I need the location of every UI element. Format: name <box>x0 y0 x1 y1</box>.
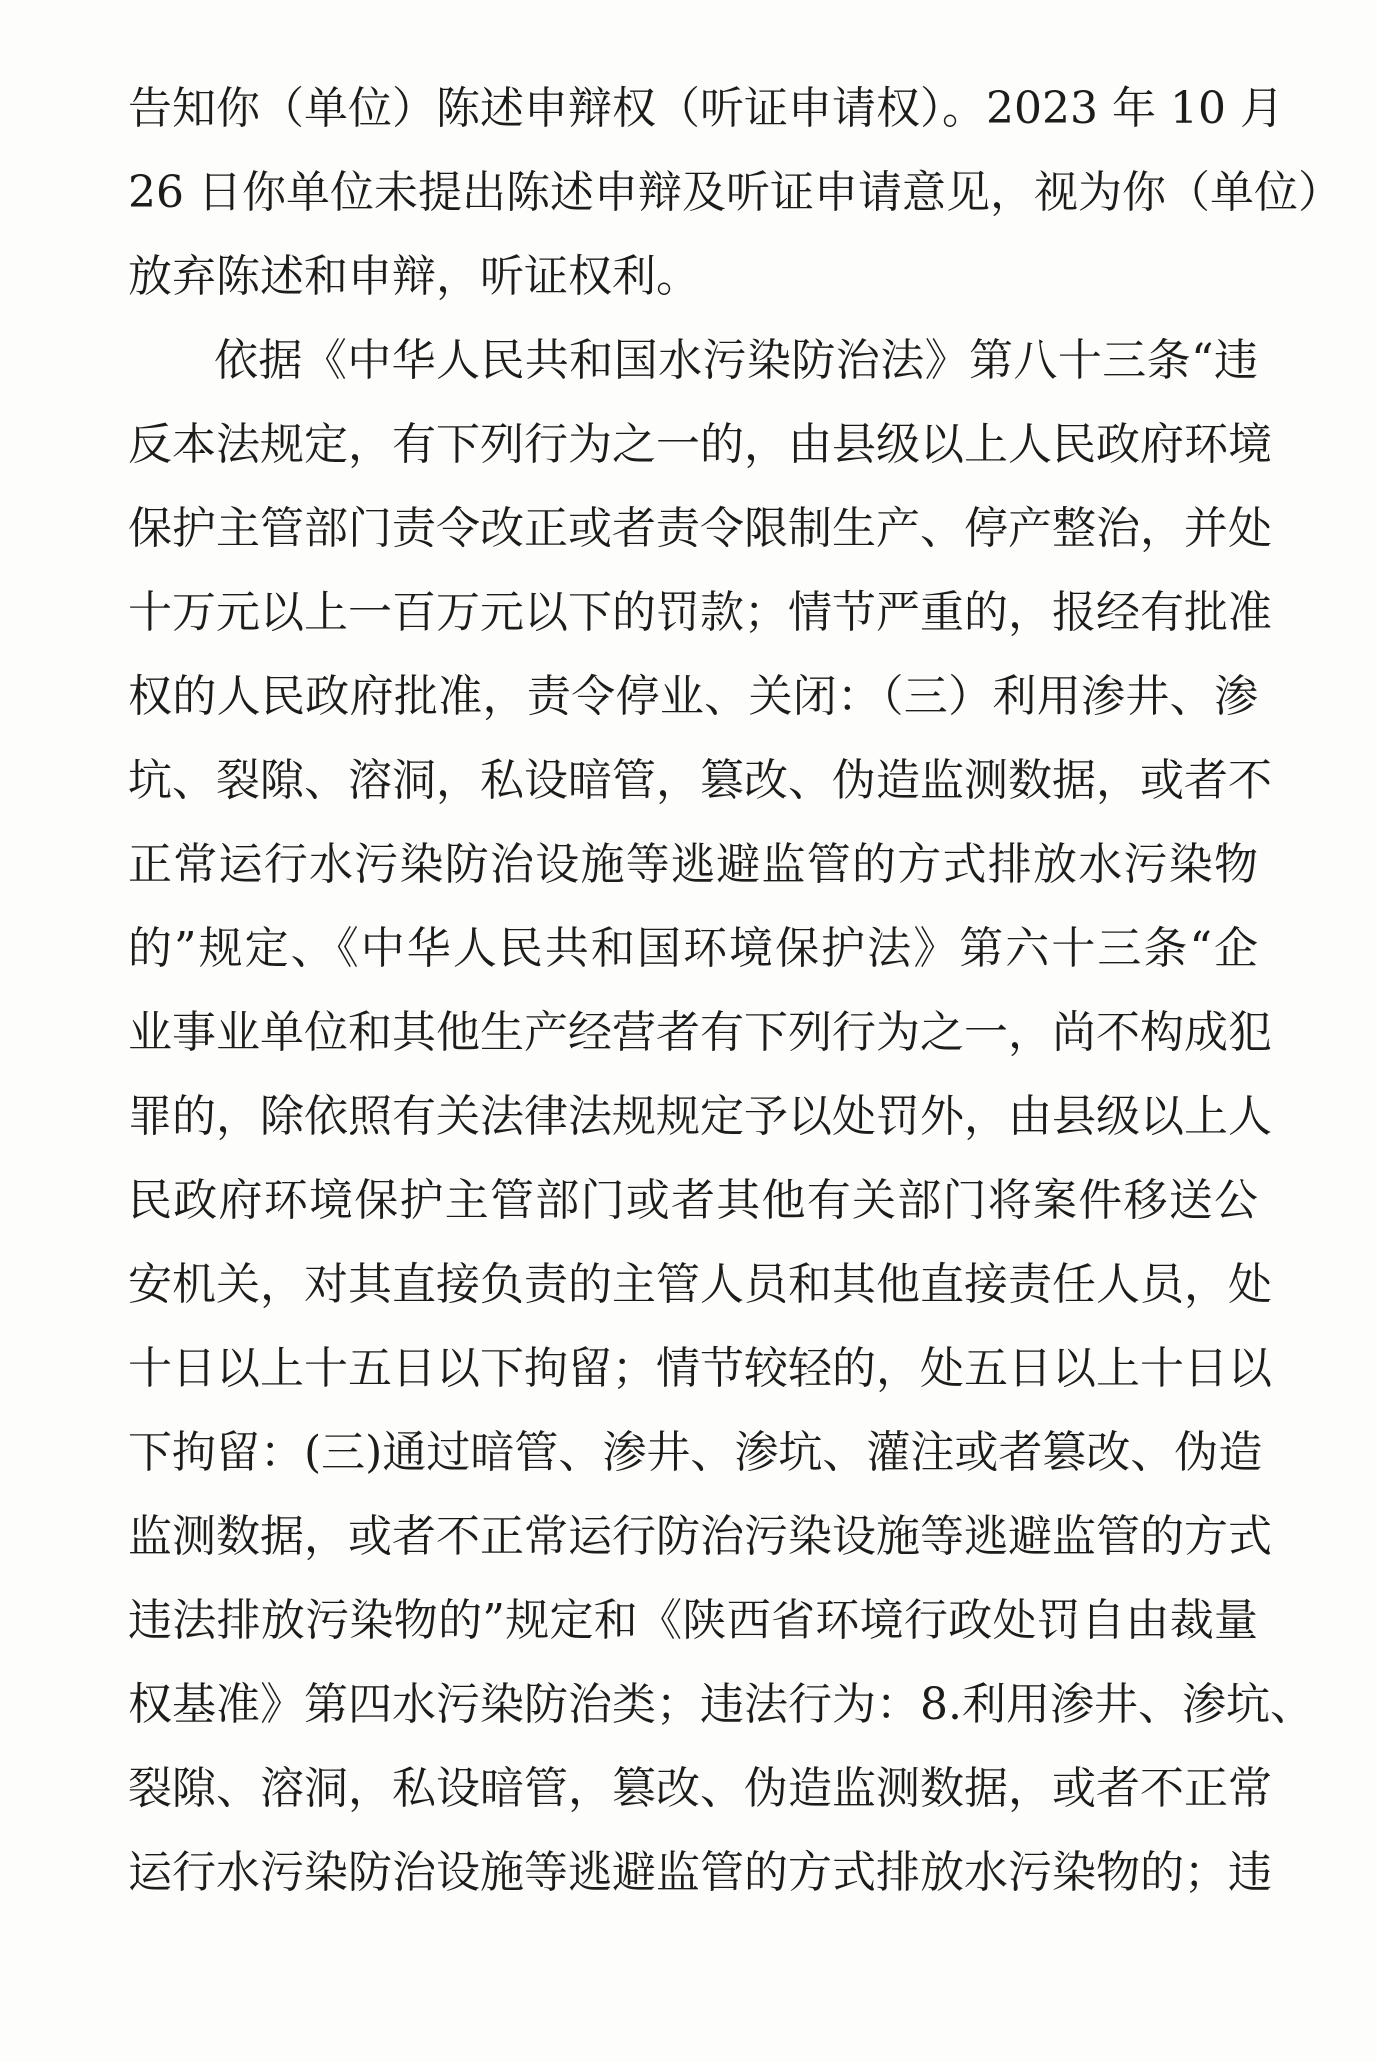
text-line-9: 坑、裂隙、溶洞，私设暗管，篡改、伪造监测数据，或者不 <box>128 755 1272 806</box>
text-line-21: 裂隙、溶洞，私设暗管，篡改、伪造监测数据，或者不正常 <box>128 1763 1272 1814</box>
text-line-10: 正常运行水污染防治设施等逃避监管的方式排放水污染物 <box>128 839 1258 890</box>
text-line-11: 的”规定、《中华人民共和国环境保护法》第六十三条“企 <box>128 923 1258 974</box>
text-line-3: 放弃陈述和申辩，听证权利。 <box>128 251 700 302</box>
text-line-14: 民政府环境保护主管部门或者其他有关部门将案件移送公 <box>128 1175 1258 1226</box>
text-line-4: 依据《中华人民共和国水污染防治法》第八十三条“违 <box>214 335 1258 386</box>
text-line-22: 运行水污染防治设施等逃避监管的方式排放水污染物的；违 <box>128 1847 1272 1898</box>
text-line-1: 告知你（单位）陈述申辩权（听证申请权）。2023 年 10 月 <box>128 83 1284 134</box>
text-line-19: 违法排放污染物的”规定和《陕西省环境行政处罚自由裁量 <box>128 1595 1258 1646</box>
text-line-2: 26 日你单位未提出陈述申辩及听证申请意见，视为你（单位） <box>128 167 1342 218</box>
text-line-18: 监测数据，或者不正常运行防治污染设施等逃避监管的方式 <box>128 1511 1272 1562</box>
text-line-8: 权的人民政府批准，责令停业、关闭：（三）利用渗井、渗 <box>128 671 1258 722</box>
text-line-17: 下拘留：(三)通过暗管、渗井、渗坑、灌注或者篡改、伪造 <box>128 1427 1263 1478</box>
text-line-12: 业事业单位和其他生产经营者有下列行为之一，尚不构成犯 <box>128 1007 1272 1058</box>
text-line-5: 反本法规定，有下列行为之一的，由县级以上人民政府环境 <box>128 419 1272 470</box>
text-line-16: 十日以上十五日以下拘留；情节较轻的，处五日以上十日以 <box>128 1343 1272 1394</box>
text-line-6: 保护主管部门责令改正或者责令限制生产、停产整治，并处 <box>128 503 1272 554</box>
text-line-7: 十万元以上一百万元以下的罚款；情节严重的，报经有批准 <box>128 587 1272 638</box>
text-line-13: 罪的，除依照有关法律法规规定予以处罚外，由县级以上人 <box>128 1091 1272 1142</box>
text-line-15: 安机关，对其直接负责的主管人员和其他直接责任人员，处 <box>128 1259 1272 1310</box>
text-line-20: 权基准》第四水污染防治类；违法行为：8.利用渗井、渗坑、 <box>128 1679 1314 1730</box>
